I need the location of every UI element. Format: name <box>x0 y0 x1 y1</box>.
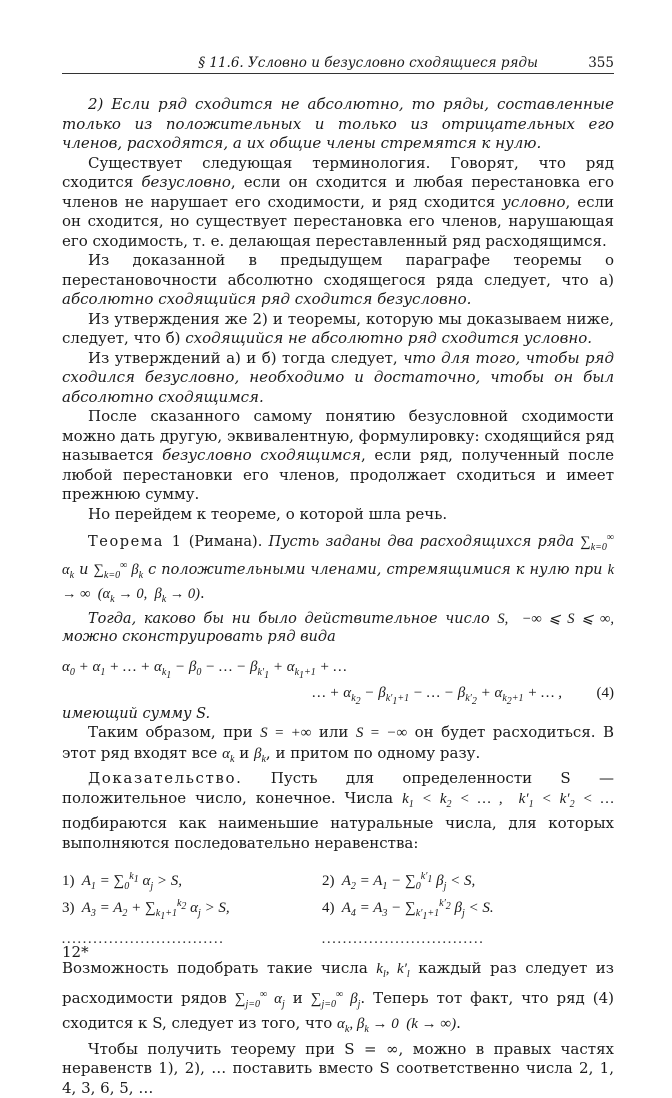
reformulation-paragraph: После сказанного самому понятию безусловной сходимости можно дать другую, эквивалентную, формулировку: сходящийся ряд называется безусловно сходящимся, если ряд, полученный после любой перестановки его членов, продолжает сходиться и имеет прежнюю сумму. <box>62 407 614 503</box>
theorem-statement: Теорема 1 (Римана). Пусть заданы два расходящихся ряда $\sum_{k=0}^\infty$ $\alpha_k$ и $\sum_{k=0}^\infty$ $\beta_k$ с положительными членами, стремящимися к нулю при k → ∞ ($\alpha_k \to 0$, $\beta_k \to 0$). <box>62 532 615 606</box>
formula-line-1: $\alpha_0 + \alpha_1$ + … + $\alpha_{k_1} - \beta_0$ − … − $\beta_{k'_1} + \alpha_{k_1+1}$ + … <box>62 658 347 681</box>
dots-right: ............................... <box>322 930 485 947</box>
proof-paragraph: Доказательство. Пусть для определенности S — положительное число, конечное. Числа $k_1 < k_2$ < … , $k'_1 < k'_2$ < … подбираются как наименьшие натуральные числа, для которых выполняются последовательно неравенства: <box>62 769 614 852</box>
closing-paragraph: Возможность подобрать такие числа $k_l$, $k'_l$ каждый раз следует из расходимости рядов $\sum_{j=0}^\infty$ $\alpha_j$ и $\sum_{j=0}^\infty$ $\beta_j$. Теперь тот факт, что ряд (4) сходится к S, следует из того, что $\alpha_k$, $\beta_k \to 0$ (k → ∞). <box>62 959 615 1036</box>
inequality-1: 1) $A_1 = \sum_0^{k_1}$ $\alpha_j > S$, <box>62 870 182 892</box>
page-number: 355 <box>588 55 614 71</box>
series-formula <box>62 655 614 705</box>
terminology-paragraph: Существует следующая терминология. Говорят, что ряд сходится безусловно, если он сходится и любая перестановка его членов не нарушает его сходимости, и ряд сходится условно, если он сходится, но существует перестановка его членов, нарушающая его сходимость, т. е. делающая переставленный ряд расходящимся. <box>62 153 615 250</box>
section-title: § 11.6. Условно и безусловно сходящиеся ряды <box>198 55 538 71</box>
page-body <box>62 95 614 1098</box>
divergence-note: Таким образом, при S = +∞ или S = −∞ он будет расходиться. В этот ряд входят все $\alpha_k$ и $\beta_k$, и притом по одному разу. <box>62 723 615 765</box>
transition-paragraph: Но перейдем к теореме, о которой шла речь. <box>88 504 448 523</box>
theorem-sum-note: имеющий сумму S. <box>62 705 211 722</box>
formula-number: (4) <box>596 684 614 701</box>
consequence-ab: Из утверждений а) и б) тогда следует, что для того, чтобы ряд сходился безусловно, необходимо и достаточно, чтобы он был абсолютно сходящимся. <box>62 348 614 406</box>
running-header <box>62 53 614 74</box>
inequality-4: 4) $A_4 = A_3 - \sum_{k'_1+1}^{k'_2}$ $\beta_j < S$. <box>322 898 494 923</box>
book-page <box>62 0 615 1097</box>
dots-left: ............................... <box>62 930 225 947</box>
formula-line-2: … + $\alpha_{k_2} - \beta_{k'_1+1}$ − … − $\beta_{k'_2} + \alpha_{k_2+1}$ + … , <box>312 684 562 707</box>
inequality-2: 2) $A_2 = A_1 - \sum_0^{k'_1}$ $\beta_j < S$, <box>322 870 476 892</box>
theorem-conclusion: Тогда, каково бы ни было действительное число S, −∞ ⩽ S ⩽ ∞, можно сконструировать ряд вида <box>62 610 614 646</box>
inequalities-table <box>62 867 494 953</box>
consequence-a: Из доказанной в предыдущем параграфе теоремы о перестановочности абсолютно сходящегося ряда следует, что а) абсолютно сходящийся ряд сходится безусловно. <box>62 251 614 308</box>
inequality-3: 3) $A_3 = A_2 + \sum_{k_1+1}^{k_2}$ $\alpha_j > S$, <box>62 898 230 923</box>
signature-mark: 12* <box>62 943 89 961</box>
consequence-b: Из утверждения же 2) и теоремы, которую мы доказываем ниже, следует, что б) сходящийся не абсолютно ряд сходится условно. <box>62 309 614 347</box>
statement-2: 2) Если ряд сходится не абсолютно, то ряды, составленные только из положительных и только из отрицательных его членов, расходятся, а их общие члены стремятся к нулю. <box>62 95 614 152</box>
infinite-case-paragraph: Чтобы получить теорему при S = ∞, можно в правых частях неравенств 1), 2), … поставить вместо S соответственно числа 2, 1, 4, 3, 6, 5, … <box>62 1039 614 1097</box>
